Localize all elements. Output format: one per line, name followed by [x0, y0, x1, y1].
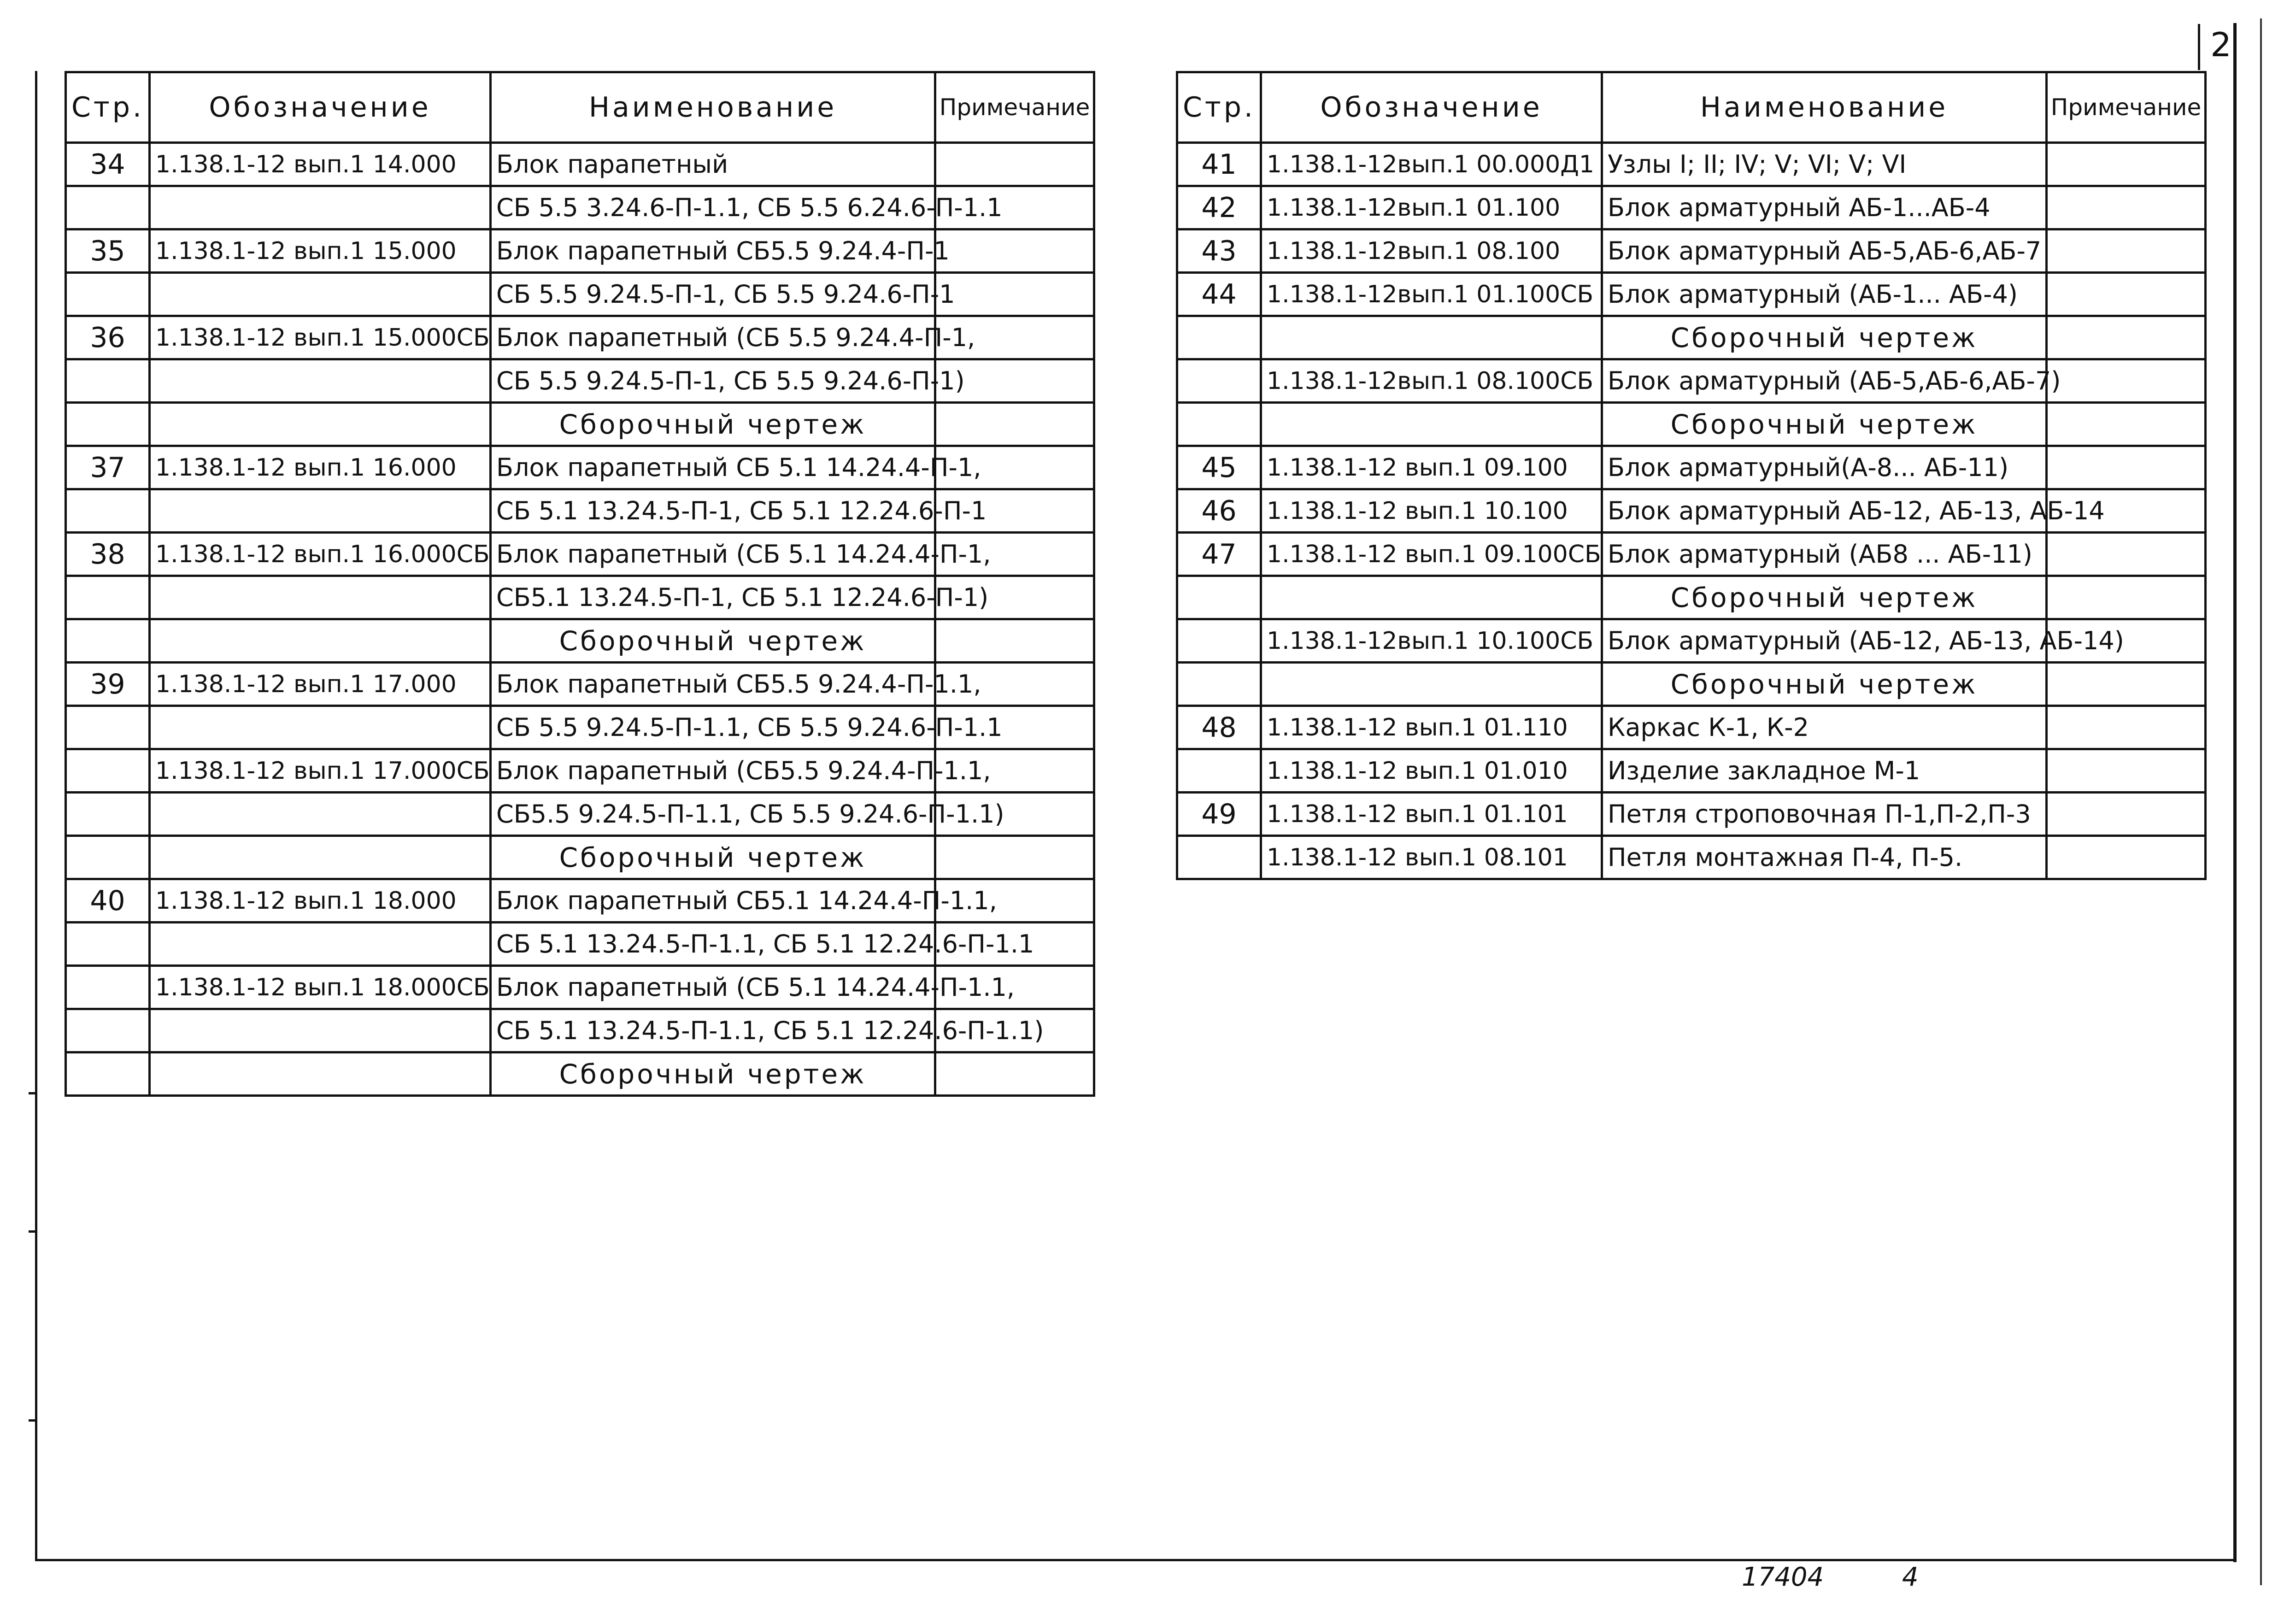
note-cell: [935, 273, 1094, 316]
page-cell: [66, 749, 150, 793]
code-cell: [150, 923, 491, 966]
code-cell: [150, 186, 491, 229]
page-cell: [66, 576, 150, 619]
page-cell: 40: [66, 879, 150, 923]
page-cell: 35: [66, 229, 150, 273]
name-cell: Блок парапетный (СБ 5.1 14.24.4-П-1,: [491, 533, 935, 576]
sheet-number: 2: [2210, 25, 2231, 64]
name-cell: Блок арматурный АБ-12, АБ-13, АБ-14: [1602, 489, 2047, 533]
code-cell: 1.138.1-12вып.1 08.100: [1261, 229, 1602, 273]
header-note: Примечание: [2047, 72, 2206, 143]
table-row: [1177, 489, 2206, 533]
note-cell: [2047, 836, 2206, 879]
table-row: [66, 229, 1094, 273]
code-cell: 1.138.1-12 вып.1 08.101: [1261, 836, 1602, 879]
code-cell: 1.138.1-12 вып.1 09.100: [1261, 446, 1602, 489]
note-cell: [2047, 316, 2206, 359]
code-cell: [150, 489, 491, 533]
name-cell: СБ 5.1 13.24.5-П-1.1, СБ 5.1 12.24.6-П-1.1): [491, 1009, 935, 1052]
header-row: [66, 72, 1094, 143]
code-cell: 1.138.1-12 вып.1 17.000: [150, 663, 491, 706]
page-cell: [66, 359, 150, 403]
header-name: Наименование: [491, 72, 935, 143]
table-row: [66, 489, 1094, 533]
note-cell: [2047, 229, 2206, 273]
name-cell: Блок парапетный (СБ5.5 9.24.4-П-1.1,: [491, 749, 935, 793]
page-cell: [66, 1052, 150, 1096]
note-cell: [935, 403, 1094, 446]
page-cell: [66, 619, 150, 663]
code-cell: 1.138.1-12 вып.1 14.000: [150, 143, 491, 186]
name-cell: Каркас К-1, К-2: [1602, 706, 2047, 749]
page-cell: 38: [66, 533, 150, 576]
name-cell: Сборочный чертеж: [1602, 576, 2047, 619]
table-row: [1177, 663, 2206, 706]
name-cell: Сборочный чертеж: [491, 403, 935, 446]
table-row: [66, 879, 1094, 923]
table-row: [66, 403, 1094, 446]
note-cell: [935, 229, 1094, 273]
table-row: [66, 533, 1094, 576]
name-cell: Сборочный чертеж: [1602, 403, 2047, 446]
code-cell: 1.138.1-12 вып.1 01.101: [1261, 793, 1602, 836]
code-cell: 1.138.1-12 вып.1 01.110: [1261, 706, 1602, 749]
code-cell: 1.138.1-12вып.1 00.000Д1: [1261, 143, 1602, 186]
name-cell: Блок арматурный(А-8... АБ-11): [1602, 446, 2047, 489]
table-row: [66, 359, 1094, 403]
name-cell: Блок арматурный АБ-5,АБ-6,АБ-7: [1602, 229, 2047, 273]
page-cell: 43: [1177, 229, 1261, 273]
table-row: [66, 316, 1094, 359]
code-cell: [1261, 316, 1602, 359]
name-cell: Блок парапетный (СБ 5.1 14.24.4-П-1.1,: [491, 966, 935, 1009]
table-row: [66, 186, 1094, 229]
page-cell: [66, 186, 150, 229]
table-row: [66, 793, 1094, 836]
note-cell: [2047, 576, 2206, 619]
name-cell: Блок парапетный: [491, 143, 935, 186]
page-cell: [66, 923, 150, 966]
page-cell: [1177, 403, 1261, 446]
code-cell: [150, 359, 491, 403]
table-row: [66, 966, 1094, 1009]
table-row: [1177, 273, 2206, 316]
name-cell: СБ 5.5 9.24.5-П-1, СБ 5.5 9.24.6-П-1): [491, 359, 935, 403]
name-cell: СБ 5.1 13.24.5-П-1, СБ 5.1 12.24.6-П-1: [491, 489, 935, 533]
name-cell: Блок парапетный СБ 5.1 14.24.4-П-1,: [491, 446, 935, 489]
note-cell: [935, 619, 1094, 663]
table-row: [1177, 749, 2206, 793]
frame-right-border: [2233, 23, 2237, 1562]
code-cell: 1.138.1-12 вып.1 01.010: [1261, 749, 1602, 793]
name-cell: Блок арматурный (АБ-12, АБ-13, АБ-14): [1602, 619, 2047, 663]
table-row: [1177, 706, 2206, 749]
note-cell: [2047, 446, 2206, 489]
margin-tick: [29, 1419, 36, 1422]
table-row: [66, 749, 1094, 793]
name-cell: Блок парапетный (СБ 5.5 9.24.4-П-1,: [491, 316, 935, 359]
code-cell: 1.138.1-12 вып.1 15.000СБ: [150, 316, 491, 359]
frame-left-border: [35, 71, 37, 1559]
note-cell: [2047, 143, 2206, 186]
name-cell: Сборочный чертеж: [1602, 316, 2047, 359]
page-cell: [66, 403, 150, 446]
table-row: [1177, 229, 2206, 273]
frame-bottom-border: [35, 1559, 2237, 1561]
page-cell: [1177, 359, 1261, 403]
note-cell: [2047, 749, 2206, 793]
page-cell: [66, 836, 150, 879]
code-cell: [150, 403, 491, 446]
page-cell: 36: [66, 316, 150, 359]
footer-document-code: 17404: [1742, 1562, 1824, 1592]
name-cell: Блок парапетный СБ5.5 9.24.4-П-1.1,: [491, 663, 935, 706]
table-row: [66, 1052, 1094, 1096]
code-cell: 1.138.1-12 вып.1 09.100СБ: [1261, 533, 1602, 576]
code-cell: [150, 836, 491, 879]
note-cell: [2047, 793, 2206, 836]
note-cell: [2047, 706, 2206, 749]
table-row: [1177, 619, 2206, 663]
name-cell: Сборочный чертеж: [491, 1052, 935, 1096]
table-row: [66, 446, 1094, 489]
name-cell: Сборочный чертеж: [491, 619, 935, 663]
table-row: [66, 619, 1094, 663]
code-cell: 1.138.1-12вып.1 08.100СБ: [1261, 359, 1602, 403]
name-cell: СБ5.5 9.24.5-П-1.1, СБ 5.5 9.24.6-П-1.1): [491, 793, 935, 836]
margin-tick: [29, 1092, 36, 1094]
sheet-number-divider: [2198, 24, 2200, 70]
name-cell: СБ 5.1 13.24.5-П-1.1, СБ 5.1 12.24.6-П-1.1: [491, 923, 935, 966]
note-cell: [2047, 186, 2206, 229]
table-row: [1177, 576, 2206, 619]
code-cell: 1.138.1-12вып.1 01.100: [1261, 186, 1602, 229]
page-cell: [66, 273, 150, 316]
name-cell: Сборочный чертеж: [1602, 663, 2047, 706]
code-cell: 1.138.1-12 вып.1 18.000: [150, 879, 491, 923]
header-code: Обозначение: [1261, 72, 1602, 143]
header-code: Обозначение: [150, 72, 491, 143]
table-row: [1177, 403, 2206, 446]
name-cell: Блок арматурный (АБ8 ... АБ-11): [1602, 533, 2047, 576]
code-cell: [1261, 663, 1602, 706]
right-spec-table: [1176, 71, 2207, 880]
header-row: [1177, 72, 2206, 143]
name-cell: Блок арматурный (АБ-5,АБ-6,АБ-7): [1602, 359, 2047, 403]
header-name: Наименование: [1602, 72, 2047, 143]
sheet-edge-line: [2260, 18, 2262, 1585]
note-cell: [935, 143, 1094, 186]
table-row: [66, 923, 1094, 966]
table-row: [1177, 316, 2206, 359]
table-row: [66, 836, 1094, 879]
name-cell: Петля монтажная П-4, П-5.: [1602, 836, 2047, 879]
note-cell: [935, 1052, 1094, 1096]
table-row: [1177, 793, 2206, 836]
code-cell: [150, 273, 491, 316]
page-cell: [1177, 749, 1261, 793]
page-cell: [66, 1009, 150, 1052]
page-cell: [1177, 619, 1261, 663]
code-cell: [150, 619, 491, 663]
code-cell: 1.138.1-12 вып.1 16.000: [150, 446, 491, 489]
code-cell: 1.138.1-12 вып.1 16.000СБ: [150, 533, 491, 576]
page-cell: [1177, 576, 1261, 619]
table-row: [1177, 446, 2206, 489]
code-cell: 1.138.1-12 вып.1 15.000: [150, 229, 491, 273]
code-cell: [150, 706, 491, 749]
table-row: [1177, 359, 2206, 403]
table-row: [66, 663, 1094, 706]
header-page: Стр.: [1177, 72, 1261, 143]
page-cell: 48: [1177, 706, 1261, 749]
table-row: [1177, 186, 2206, 229]
page-cell: [1177, 836, 1261, 879]
name-cell: СБ 5.5 3.24.6-П-1.1, СБ 5.5 6.24.6-П-1.1: [491, 186, 935, 229]
code-cell: 1.138.1-12 вып.1 10.100: [1261, 489, 1602, 533]
table-row: [66, 706, 1094, 749]
code-cell: [1261, 576, 1602, 619]
code-cell: 1.138.1-12 вып.1 18.000СБ: [150, 966, 491, 1009]
table-row: [66, 1009, 1094, 1052]
name-cell: СБ5.1 13.24.5-П-1, СБ 5.1 12.24.6-П-1): [491, 576, 935, 619]
page-cell: 46: [1177, 489, 1261, 533]
name-cell: Блок арматурный АБ-1...АБ-4: [1602, 186, 2047, 229]
left-spec-table: [65, 71, 1095, 1097]
table-row: [66, 273, 1094, 316]
code-cell: [150, 1052, 491, 1096]
page-cell: 34: [66, 143, 150, 186]
page-cell: 37: [66, 446, 150, 489]
page-cell: [66, 706, 150, 749]
name-cell: Сборочный чертеж: [491, 836, 935, 879]
code-cell: [150, 1009, 491, 1052]
margin-tick: [29, 1230, 36, 1233]
table-row: [66, 576, 1094, 619]
name-cell: СБ 5.5 9.24.5-П-1.1, СБ 5.5 9.24.6-П-1.1: [491, 706, 935, 749]
code-cell: 1.138.1-12вып.1 01.100СБ: [1261, 273, 1602, 316]
name-cell: СБ 5.5 9.24.5-П-1, СБ 5.5 9.24.6-П-1: [491, 273, 935, 316]
code-cell: [1261, 403, 1602, 446]
page-cell: 49: [1177, 793, 1261, 836]
page-cell: [1177, 663, 1261, 706]
header-note: Примечание: [935, 72, 1094, 143]
name-cell: Блок арматурный (АБ-1... АБ-4): [1602, 273, 2047, 316]
note-cell: [2047, 533, 2206, 576]
code-cell: [150, 576, 491, 619]
code-cell: [150, 793, 491, 836]
table-row: [1177, 533, 2206, 576]
page-cell: 39: [66, 663, 150, 706]
table-row: [66, 143, 1094, 186]
table-row: [1177, 143, 2206, 186]
name-cell: Изделие закладное М-1: [1602, 749, 2047, 793]
footer-page-number: 4: [1902, 1562, 1919, 1592]
page-cell: [66, 793, 150, 836]
page-cell: 44: [1177, 273, 1261, 316]
page-cell: [66, 966, 150, 1009]
header-page: Стр.: [66, 72, 150, 143]
note-cell: [2047, 273, 2206, 316]
code-cell: 1.138.1-12вып.1 10.100СБ: [1261, 619, 1602, 663]
note-cell: [2047, 403, 2206, 446]
name-cell: Блок парапетный СБ5.1 14.24.4-П-1.1,: [491, 879, 935, 923]
name-cell: Узлы I; II; IV; V; VI; V; VI: [1602, 143, 2047, 186]
note-cell: [2047, 663, 2206, 706]
page-cell: 41: [1177, 143, 1261, 186]
page-cell: [1177, 316, 1261, 359]
name-cell: Петля строповочная П-1,П-2,П-3: [1602, 793, 2047, 836]
code-cell: 1.138.1-12 вып.1 17.000СБ: [150, 749, 491, 793]
page-cell: 45: [1177, 446, 1261, 489]
page-cell: 47: [1177, 533, 1261, 576]
page-cell: 42: [1177, 186, 1261, 229]
note-cell: [935, 836, 1094, 879]
note-cell: [2047, 359, 2206, 403]
table-row: [1177, 836, 2206, 879]
page-cell: [66, 489, 150, 533]
name-cell: Блок парапетный СБ5.5 9.24.4-П-1: [491, 229, 935, 273]
